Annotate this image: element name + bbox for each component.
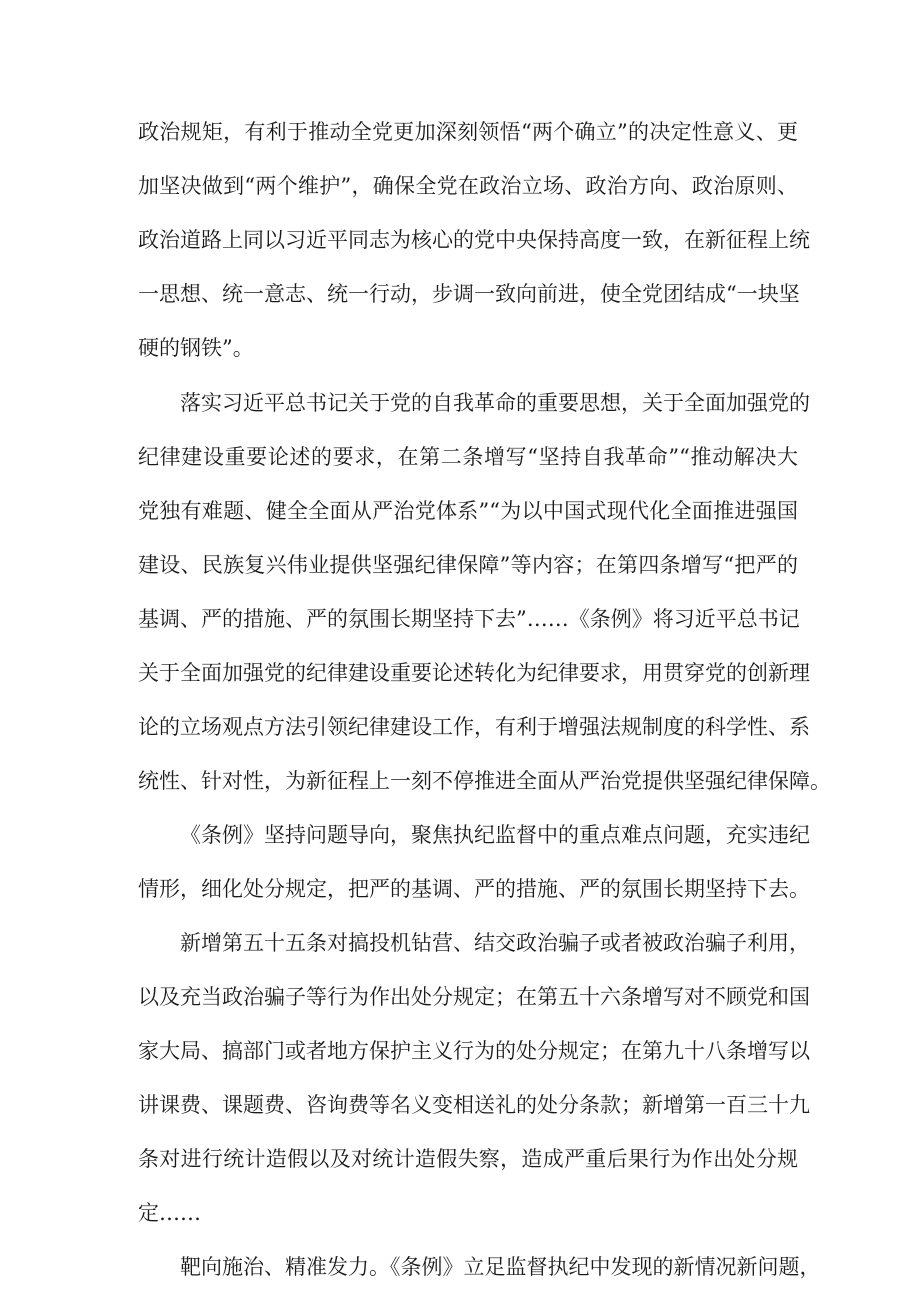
paragraph-3-line-1: 《条例》坚持问题导向，聚焦执纪监督中的重点难点问题，充实违纪 — [180, 823, 810, 847]
paragraph-2-line-8: 统性、针对性，为新征程上一刻不停推进全面从严治党提供坚强纪律保障。 — [138, 769, 831, 793]
paragraph-1-line-2: 加坚决做到“两个维护”，确保全党在政治立场、政治方向、政治原则、 — [138, 174, 798, 198]
paragraph-4-line-3: 家大局、搞部门或者地方保护主义行为的处分规定；在第九十八条增写以 — [138, 1039, 810, 1063]
paragraph-2-line-4: 建设、民族复兴伟业提供坚强纪律保障”等内容；在第四条增写“把严的 — [138, 553, 798, 577]
paragraph-2-line-7: 论的立场观点方法引领纪律建设工作，有利于增强法规制度的科学性、系 — [138, 715, 810, 739]
paragraph-4-line-1: 新增第五十五条对搞投机钻营、结交政治骗子或者被政治骗子利用， — [180, 931, 810, 955]
paragraph-4-line-2: 以及充当政治骗子等行为作出处分规定；在第五十六条增写对不顾党和国 — [138, 985, 810, 1009]
paragraph-4-line-4: 讲课费、课题费、咨询费等名义变相送礼的处分条款；新增第一百三十九 — [138, 1093, 810, 1117]
paragraph-1-line-3: 政治道路上同以习近平同志为核心的党中央保持高度一致，在新征程上统 — [138, 228, 810, 252]
paragraph-1-line-1: 政治规矩，有利于推动全党更加深刻领悟“两个确立”的决定性意义、更 — [138, 120, 798, 144]
paragraph-2-line-2: 纪律建设重要论述的要求，在第二条增写“坚持自我革命”“推动解决大 — [138, 445, 798, 469]
paragraph-4-line-5: 条对进行统计造假以及对统计造假失察，造成严重后果行为作出处分规 — [138, 1147, 798, 1171]
paragraph-5-line-1: 靶向施治、精准发力。《条例》立足监督执纪中发现的新情况新问题， — [180, 1255, 821, 1279]
paragraph-1-line-5: 硬的钢铁”。 — [138, 336, 254, 360]
paragraph-3-line-2: 情形，细化处分规定，把严的基调、严的措施、严的氛围长期坚持下去。 — [138, 877, 810, 901]
paragraph-2-line-5: 基调、严的措施、严的氛围长期坚持下去”……《条例》将习近平总书记 — [138, 607, 800, 631]
paragraph-4-line-6: 定…… — [138, 1201, 201, 1225]
paragraph-2-line-6: 关于全面加强党的纪律建设重要论述转化为纪律要求，用贯穿党的创新理 — [138, 661, 810, 685]
paragraph-2-line-1: 落实习近平总书记关于党的自我革命的重要思想，关于全面加强党的 — [180, 391, 810, 415]
paragraph-1-line-4: 一思想、统一意志、统一行动，步调一致向前进，使全党团结成“一块坚 — [138, 282, 800, 306]
paragraph-2-line-3: 党独有难题、健全全面从严治党体系”“为以中国式现代化全面推进强国 — [138, 499, 798, 523]
